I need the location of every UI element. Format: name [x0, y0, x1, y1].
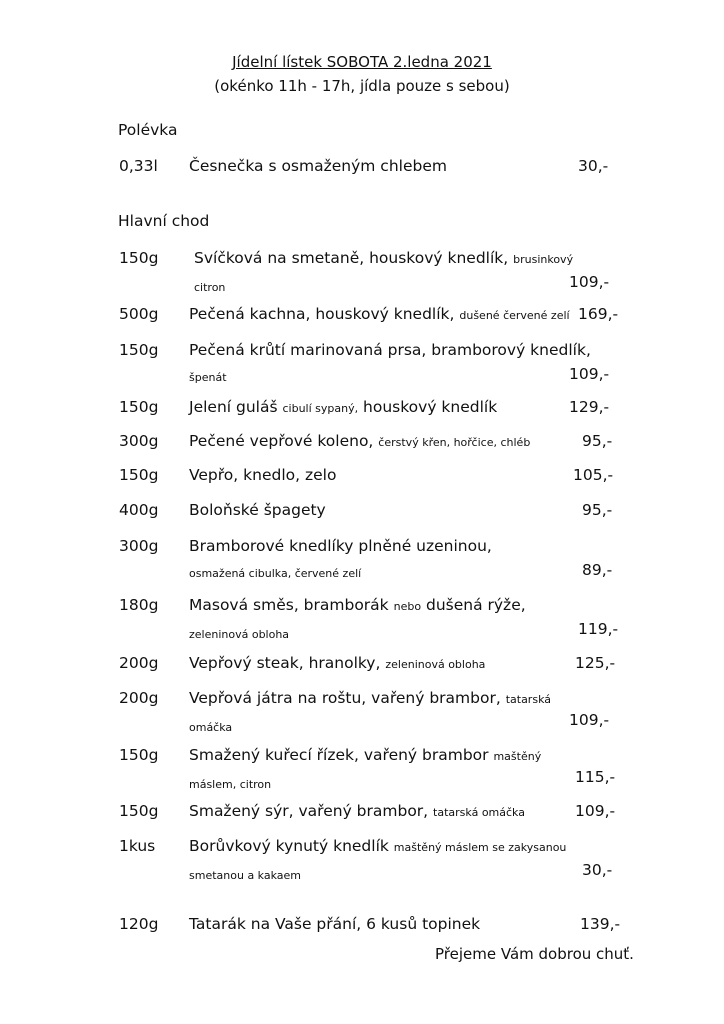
- item-side: tatarská: [505, 693, 551, 706]
- item-price: 95,-: [582, 432, 613, 450]
- item-side-line2: zeleninová obloha: [189, 628, 290, 641]
- item-desc: [189, 801, 579, 823]
- item-qty: 300g: [119, 537, 159, 555]
- item-price: 139,-: [580, 915, 621, 933]
- item-side: brusinkový: [513, 253, 574, 266]
- item-price: 95,-: [582, 501, 613, 519]
- menu-header: [0, 50, 724, 98]
- item-price: 125,-: [575, 654, 616, 672]
- item-name: Tatarák na Vaše přání, 6 kusů topinek: [189, 915, 481, 933]
- item-desc: [189, 595, 579, 645]
- item-name: Vepřová játra na roštu, vařený brambor,: [189, 689, 501, 707]
- item-name: Česnečka s osmaženým chlebem: [189, 157, 447, 175]
- item-desc: [194, 248, 584, 298]
- item-name: Boloňské špagety: [189, 501, 326, 519]
- item-name: Smažený sýr, vařený brambor,: [189, 802, 429, 820]
- item-qty: 500g: [119, 305, 159, 323]
- item-side: nebo: [393, 600, 422, 613]
- item-name: Borůvkový kynutý knedlík: [189, 837, 389, 855]
- item-qty: 1kus: [119, 837, 156, 855]
- item-qty: 0,33l: [119, 157, 158, 175]
- item-side: zeleninová obloha: [385, 658, 486, 671]
- item-qty: 180g: [119, 596, 159, 614]
- item-name-2: houskový knedlík: [363, 398, 498, 416]
- item-price: 109,-: [575, 802, 616, 820]
- item-name: Vepřo, knedlo, zelo: [189, 466, 337, 484]
- item-price: 119,-: [578, 620, 619, 638]
- item-qty: 400g: [119, 501, 159, 519]
- item-qty: 200g: [119, 654, 159, 672]
- item-price: 129,-: [569, 398, 610, 416]
- item-side-line2: špenát: [189, 371, 227, 384]
- item-qty: 150g: [119, 802, 159, 820]
- item-name-2: dušená rýže,: [425, 596, 526, 614]
- item-name: Masová směs, bramborák: [189, 596, 389, 614]
- item-name: Smažený kuřecí řízek, vařený brambor: [189, 746, 489, 764]
- item-side-line2: máslem, citron: [189, 778, 272, 791]
- item-desc: [189, 340, 609, 388]
- item-qty: 150g: [119, 249, 159, 267]
- item-desc: [189, 304, 589, 326]
- item-desc: [189, 836, 589, 886]
- item-qty: 150g: [119, 466, 159, 484]
- item-qty: 200g: [119, 689, 159, 707]
- item-name: Pečené vepřové koleno,: [189, 432, 374, 450]
- item-name: Pečená krůtí marinovaná prsa, bramborový knedlík,: [189, 341, 591, 359]
- soup-heading: Polévka: [118, 121, 178, 139]
- item-desc: [189, 653, 579, 675]
- item-name: Jelení guláš: [189, 398, 278, 416]
- item-name: Bramborové knedlíky plněné uzeninou,: [189, 537, 492, 555]
- item-side: maštěný máslem se zakysanou: [393, 841, 567, 854]
- item-price: 109,-: [569, 273, 610, 291]
- item-name: Pečená kachna, houskový knedlík,: [189, 305, 455, 323]
- item-side: čerstvý křen, hořčice, chléb: [378, 436, 531, 449]
- item-name: Vepřový steak, hranolky,: [189, 654, 381, 672]
- item-qty: 150g: [119, 341, 159, 359]
- item-desc: [189, 688, 579, 738]
- item-price: 89,-: [582, 561, 613, 579]
- item-side: cibulí sypaný,: [282, 402, 359, 415]
- item-qty: 150g: [119, 746, 159, 764]
- item-price: 109,-: [569, 711, 610, 729]
- item-side-line2: omáčka: [189, 721, 233, 734]
- item-qty: 300g: [119, 432, 159, 450]
- item-desc: [189, 431, 579, 453]
- item-qty: 120g: [119, 915, 159, 933]
- item-price: 105,-: [573, 466, 614, 484]
- item-side: dušené červené zelí: [459, 309, 570, 322]
- footer-greeting: Přejeme Vám dobrou chuť.: [435, 945, 634, 963]
- item-desc: [189, 536, 579, 584]
- item-price: 115,-: [575, 768, 616, 786]
- item-side: maštěný: [493, 750, 542, 763]
- item-price: 30,-: [578, 157, 609, 175]
- item-price: 169,-: [578, 305, 619, 323]
- item-side-line2: smetanou a kakaem: [189, 869, 301, 882]
- item-name: Svíčková na smetaně, houskový knedlík,: [194, 249, 509, 267]
- item-desc: [189, 397, 579, 419]
- item-side-line2: osmažená cibulka, červené zelí: [189, 567, 362, 580]
- item-desc: [189, 745, 579, 795]
- menu-subtitle: (okénko 11h - 17h, jídla pouze s sebou): [214, 77, 510, 95]
- item-qty: 150g: [119, 398, 159, 416]
- item-side: tatarská omáčka: [433, 806, 525, 819]
- item-price: 109,-: [569, 365, 610, 383]
- item-price: 30,-: [582, 861, 613, 879]
- main-heading: Hlavní chod: [118, 212, 210, 230]
- menu-title: Jídelní lístek SOBOTA 2.ledna 2021: [232, 53, 492, 71]
- item-side-line2: citron: [194, 281, 226, 294]
